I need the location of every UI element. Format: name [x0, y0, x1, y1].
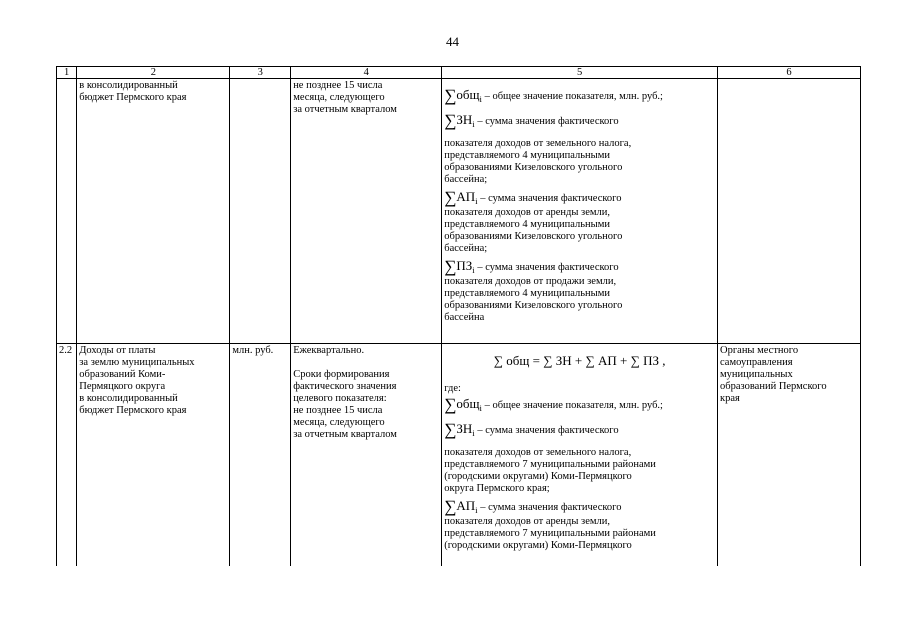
indicator-table: [56, 66, 861, 566]
text-line: Ежеквартально.: [293, 345, 365, 356]
cell-number: [57, 79, 77, 344]
where-label: где:: [444, 383, 461, 394]
text-line: Сроки формирования: [293, 369, 390, 380]
symbol: ЗН: [456, 421, 473, 437]
text-line: в консолидированный: [79, 393, 178, 404]
text-line: представляемого 7 муниципальными районами: [444, 459, 656, 471]
cell-deadline: [291, 344, 442, 567]
text-line: представляемого 7 муниципальными районами: [444, 528, 656, 540]
text-line: бассейна: [444, 312, 485, 324]
text-line: за отчетным кварталом: [293, 429, 397, 440]
text-line: образований Коми-: [79, 369, 166, 380]
definition-item: ∑общ$_i$ – общее значение показателя, млн. руб.;: [444, 86, 663, 105]
table-row: [57, 79, 861, 344]
sigma-icon: ∑: [444, 420, 457, 440]
definition-text: – сумма значения фактического: [477, 262, 619, 274]
text-line: муниципальных: [720, 369, 793, 380]
header-cell: 2: [77, 67, 230, 79]
table-row: [57, 344, 861, 567]
definition-text: – сумма значения фактического: [477, 425, 619, 437]
text-line: месяца, следующего: [293, 92, 385, 103]
text-line: показателя доходов от аренды земли,: [444, 207, 610, 219]
cell-method: [442, 344, 718, 567]
symbol: ЗН: [456, 112, 473, 128]
header-cell: 4: [291, 67, 442, 79]
definition-item: $\sum ПЗ_i$ – сумма значения фактического показателя доходов от продажи земли, представляемого 4 муниципальными образованиями Кизеловского угольного бассейна: [444, 259, 715, 324]
text-line: бассейна;: [444, 243, 488, 255]
cell-unit: млн. руб.: [230, 344, 291, 567]
text-line: образований Пермского: [720, 381, 827, 392]
cell-responsible: [718, 79, 861, 344]
header-cell: 6: [718, 67, 861, 79]
cell-number: 2.2: [57, 344, 77, 567]
symbol: ПЗ: [456, 258, 473, 274]
cell-indicator-name: [77, 344, 230, 567]
symbol: общ: [456, 396, 480, 411]
table-header-row: [57, 67, 861, 79]
text-line: за землю муниципальных: [79, 357, 195, 368]
text-line: представляемого 4 муниципальными: [444, 150, 610, 162]
text-line: (городскими округами) Коми-Пермяцкого: [444, 471, 632, 483]
text-line: показателя доходов от земельного налога,: [444, 447, 632, 459]
header-cell: 3: [230, 67, 291, 79]
text-line: показателя доходов от продажи земли,: [444, 276, 617, 288]
text-line: бюджет Пермского края: [79, 405, 187, 416]
symbol: АП: [456, 189, 476, 205]
sigma-icon: ∑: [444, 86, 457, 105]
definition-text: – общее значение показателя, млн. руб.;: [484, 91, 663, 102]
text-line: (городскими округами) Коми-Пермяцкого: [444, 540, 632, 552]
formula: ∑ общ = ∑ ЗН + ∑ АП + ∑ ПЗ ,: [493, 353, 666, 368]
definition-item: $\sum ЗН_i$ – сумма значения фактического показателя доходов от земельного налога, представляемого 4 муниципальными образованиями Кизеловского угольного бассейна;: [444, 113, 715, 186]
text-line: за отчетным кварталом: [293, 104, 397, 115]
definition-item: $\sum АП_i$ – сумма значения фактического показателя доходов от аренды земли, представляемого 4 муниципальными образованиями Кизеловского угольного бассейна;: [444, 190, 715, 255]
definition-text: – сумма значения фактического: [477, 116, 619, 128]
sigma-icon: ∑: [444, 497, 457, 517]
definition-item: $\sum ЗН_i$ – сумма значения фактического показателя доходов от земельного налога, представляемого 7 муниципальными районами (городскими округами) Коми-Пермяцкого округа Пермского края;: [444, 422, 715, 495]
text-line: показателя доходов от земельного налога,: [444, 138, 632, 150]
symbol: общ: [456, 87, 480, 102]
sigma-icon: ∑: [444, 257, 457, 277]
text-line: представляемого 4 муниципальными: [444, 219, 610, 231]
text-line: образованиями Кизеловского угольного: [444, 162, 623, 174]
cell-indicator-name: [77, 79, 230, 344]
sigma-icon: ∑: [444, 188, 457, 208]
text-line: Пермяцкого округа: [79, 381, 166, 392]
text-line: в консолидированный: [79, 80, 178, 91]
cell-method: [442, 79, 718, 344]
definition-item: $\sum АП_i$ – сумма значения фактического показателя доходов от аренды земли, представляемого 7 муниципальными районами (городскими округами) Коми-Пермяцкого: [444, 499, 715, 552]
page-number: 44: [446, 34, 459, 49]
header-cell: 1: [57, 67, 77, 79]
cell-deadline: [291, 79, 442, 344]
symbol: АП: [456, 498, 476, 514]
text-line: показателя доходов от аренды земли,: [444, 516, 610, 528]
sigma-icon: ∑: [444, 111, 457, 131]
cell-responsible: [718, 344, 861, 567]
text-line: Доходы от платы: [79, 345, 156, 356]
text-line: месяца, следующего: [293, 417, 385, 428]
text-line: не позднее 15 числа: [293, 405, 383, 416]
text-line: целевого показателя:: [293, 393, 387, 404]
text-line: самоуправления: [720, 357, 793, 368]
text-line: края: [720, 393, 740, 404]
text-line: образованиями Кизеловского угольного: [444, 231, 623, 243]
text-line: округа Пермского края;: [444, 483, 550, 495]
sigma-icon: ∑: [444, 395, 457, 414]
text-line: образованиями Кизеловского угольного: [444, 300, 623, 312]
cell-unit: [230, 79, 291, 344]
definition-text: – сумма значения фактического: [480, 193, 622, 205]
text-line: фактического значения: [293, 381, 397, 392]
header-cell: 5: [442, 67, 718, 79]
text-line: бассейна;: [444, 174, 488, 186]
definition-item: ∑общ$_i$ – общее значение показателя, млн. руб.;: [444, 395, 663, 414]
text-line: Органы местного: [720, 345, 799, 356]
definition-text: – общее значение показателя, млн. руб.;: [484, 400, 663, 411]
text-line: бюджет Пермского края: [79, 92, 187, 103]
text-line: не позднее 15 числа: [293, 80, 383, 91]
definition-text: – сумма значения фактического: [480, 502, 622, 514]
text-line: представляемого 4 муниципальными: [444, 288, 610, 300]
